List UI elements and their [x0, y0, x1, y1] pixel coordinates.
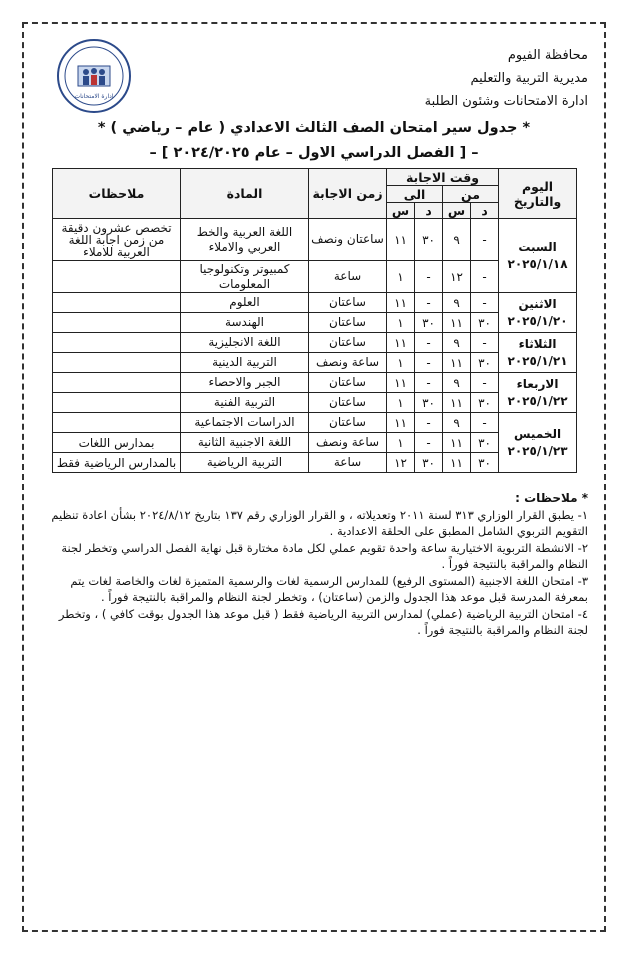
table-row: [53, 353, 577, 373]
to-hours: ١: [387, 393, 415, 413]
to-minutes: -: [415, 333, 443, 353]
from-hours: ١١: [443, 453, 471, 473]
to-hours: ١١: [387, 413, 415, 433]
table-row: [53, 393, 577, 413]
to-hours: ١: [387, 313, 415, 333]
to-minutes: ٣٠: [415, 453, 443, 473]
subject: اللغة العربية والخط العربي والاملاء: [181, 219, 309, 261]
header-day-date: اليوم والتاريخ: [499, 169, 577, 219]
subject: الهندسة: [181, 313, 309, 333]
from-minutes: -: [471, 219, 499, 261]
duration: ساعتان: [309, 413, 387, 433]
from-hours: ١١: [443, 313, 471, 333]
header-governorate: محافظة الفيوم: [507, 48, 588, 63]
note: [53, 333, 181, 353]
subject: التربية الرياضية: [181, 453, 309, 473]
to-minutes: -: [415, 433, 443, 453]
to-minutes: ٣٠: [415, 219, 443, 261]
note-item-4: ٤- امتحان التربية الرياضية (عملي) لمدارس التربية الرياضية فقط ( قبل موعد هذا الجدول بوقت كافي ) ، وتخطر لجنة النظام والمراقبة بالنتيجة فوراً .: [58, 607, 588, 637]
notes-section: [40, 490, 588, 639]
table-row: [53, 413, 577, 433]
day-cell: الثلاثاء ٢٠٢٥/١/٢١: [499, 333, 577, 373]
duration: ساعتان: [309, 313, 387, 333]
to-hours: ١١: [387, 333, 415, 353]
from-hours: ١١: [443, 433, 471, 453]
day-cell: السبت ٢٠٢٥/١/١٨: [499, 219, 577, 293]
to-minutes: -: [415, 413, 443, 433]
duration: ساعة ونصف: [309, 433, 387, 453]
from-minutes: -: [471, 373, 499, 393]
duration: ساعتان: [309, 333, 387, 353]
header-to: الى: [387, 186, 443, 203]
header-duration: زمن الاجابة: [309, 169, 387, 219]
from-minutes: -: [471, 413, 499, 433]
subject: كمبيوتر وتكنولوجيا المعلومات: [181, 261, 309, 293]
subject: العلوم: [181, 293, 309, 313]
to-minutes: -: [415, 353, 443, 373]
from-minutes: ٣٠: [471, 353, 499, 373]
directorate-logo-icon: [56, 38, 132, 114]
duration: ساعة: [309, 261, 387, 293]
subject: اللغة الانجليزية: [181, 333, 309, 353]
header-from-hours: س: [443, 203, 471, 219]
table-row: [53, 373, 577, 393]
schedule-subtitle: – [ الفصل الدراسي الاول – عام ٢٠٢٤/٢٠٢٥ ] –: [149, 145, 479, 161]
duration: ساعتان: [309, 373, 387, 393]
table-row: [53, 293, 577, 313]
header-directorate: مديرية التربية والتعليم: [470, 71, 588, 86]
notes-heading: * ملاحظات :: [515, 491, 588, 505]
note: [53, 293, 181, 313]
subject: الدراسات الاجتماعية: [181, 413, 309, 433]
from-hours: ٩: [443, 373, 471, 393]
table-row: [53, 433, 577, 453]
header-from: من: [443, 186, 499, 203]
table-row: [53, 333, 577, 353]
to-minutes: -: [415, 293, 443, 313]
table-row: [53, 453, 577, 473]
from-minutes: -: [471, 333, 499, 353]
subject: التربية الفنية: [181, 393, 309, 413]
from-hours: ١١: [443, 393, 471, 413]
header-to-minutes: د: [415, 203, 443, 219]
note: بالمدارس الرياضية فقط: [53, 453, 181, 473]
note-item-2: ٢- الانشطة التربوية الاختيارية ساعة واحدة تقويم عملي لكل مادة مختارة قبل نهاية الفصل الدراسي وتخطر لجنة النظام والمراقبة بالنتيجة فوراً .: [61, 541, 588, 571]
table-row: [53, 219, 577, 261]
duration: ساعة ونصف: [309, 353, 387, 373]
header-administration: ادارة الامتحانات وشئون الطلبة: [424, 94, 588, 109]
note: [53, 373, 181, 393]
from-minutes: ٣٠: [471, 393, 499, 413]
from-minutes: ٣٠: [471, 313, 499, 333]
duration: ساعتان: [309, 293, 387, 313]
note-item-1: ١- يطبق القرار الوزاري ٣١٣ لسنة ٢٠١١ وتعديلاته ، و القرار الوزاري رقم ١٣٧ بتاريخ ٢٠٢٤/٨/١٢ بشأن اعادة تنظيم التقويم التربوي الشامل المطبق على الحلقة الاعدادية .: [51, 508, 588, 538]
note: [53, 393, 181, 413]
subject: التربية الدينية: [181, 353, 309, 373]
from-hours: ١٢: [443, 261, 471, 293]
to-hours: ١: [387, 353, 415, 373]
subject: الجبر والاحصاء: [181, 373, 309, 393]
from-hours: ٩: [443, 413, 471, 433]
day-cell: الاثنين ٢٠٢٥/١/٢٠: [499, 293, 577, 333]
header-notes: ملاحظات: [53, 169, 181, 219]
schedule-title: * جدول سير امتحان الصف الثالث الاعدادي ( عام – رياضي ) *: [97, 120, 531, 136]
from-minutes: ٣٠: [471, 453, 499, 473]
header: [425, 44, 588, 113]
to-minutes: ٣٠: [415, 313, 443, 333]
subject: اللغة الاجنبية الثانية: [181, 433, 309, 453]
from-hours: ٩: [443, 219, 471, 261]
from-minutes: -: [471, 261, 499, 293]
to-minutes: -: [415, 261, 443, 293]
svg-text:ادارة الامتحانات: ادارة الامتحانات: [74, 93, 114, 100]
from-hours: ٩: [443, 333, 471, 353]
duration: ساعتان: [309, 393, 387, 413]
note-item-3: ٣- امتحان اللغة الاجنبية (المستوى الرفيع) للمدارس الرسمية لغات والرسمية المتميزة لغات والخاصة لغات يتم بمعرفة المدرسة قبل موعد هذا الجدول والزمن (ساعتان) ، وتخطر لجنة النظام والمراقبة بالنتيجة فوراً .: [70, 574, 588, 604]
note: بمدارس اللغات: [53, 433, 181, 453]
duration: ساعتان ونصف: [309, 219, 387, 261]
exam-schedule-table: [52, 168, 577, 473]
to-hours: ١١: [387, 219, 415, 261]
header-to-hours: س: [387, 203, 415, 219]
table-row: [53, 313, 577, 333]
to-hours: ١١: [387, 293, 415, 313]
to-hours: ١٢: [387, 453, 415, 473]
from-minutes: ٣٠: [471, 433, 499, 453]
note: [53, 261, 181, 293]
to-hours: ١: [387, 433, 415, 453]
day-cell: الاربعاء ٢٠٢٥/١/٢٢: [499, 373, 577, 413]
header-from-minutes: د: [471, 203, 499, 219]
duration: ساعة: [309, 453, 387, 473]
note: [53, 353, 181, 373]
to-hours: ١: [387, 261, 415, 293]
header-answer-time: وقت الاجابة: [387, 169, 499, 186]
day-cell: الخميس ٢٠٢٥/١/٢٣: [499, 413, 577, 473]
note: [53, 313, 181, 333]
note: [53, 413, 181, 433]
to-minutes: ٣٠: [415, 393, 443, 413]
note: تخصص عشرون دقيقة من زمن اجابة اللغة العربية للاملاء: [53, 219, 181, 261]
to-minutes: -: [415, 373, 443, 393]
header-subject: المادة: [181, 169, 309, 219]
from-hours: ١١: [443, 353, 471, 373]
to-hours: ١١: [387, 373, 415, 393]
from-hours: ٩: [443, 293, 471, 313]
from-minutes: -: [471, 293, 499, 313]
table-row: [53, 261, 577, 293]
